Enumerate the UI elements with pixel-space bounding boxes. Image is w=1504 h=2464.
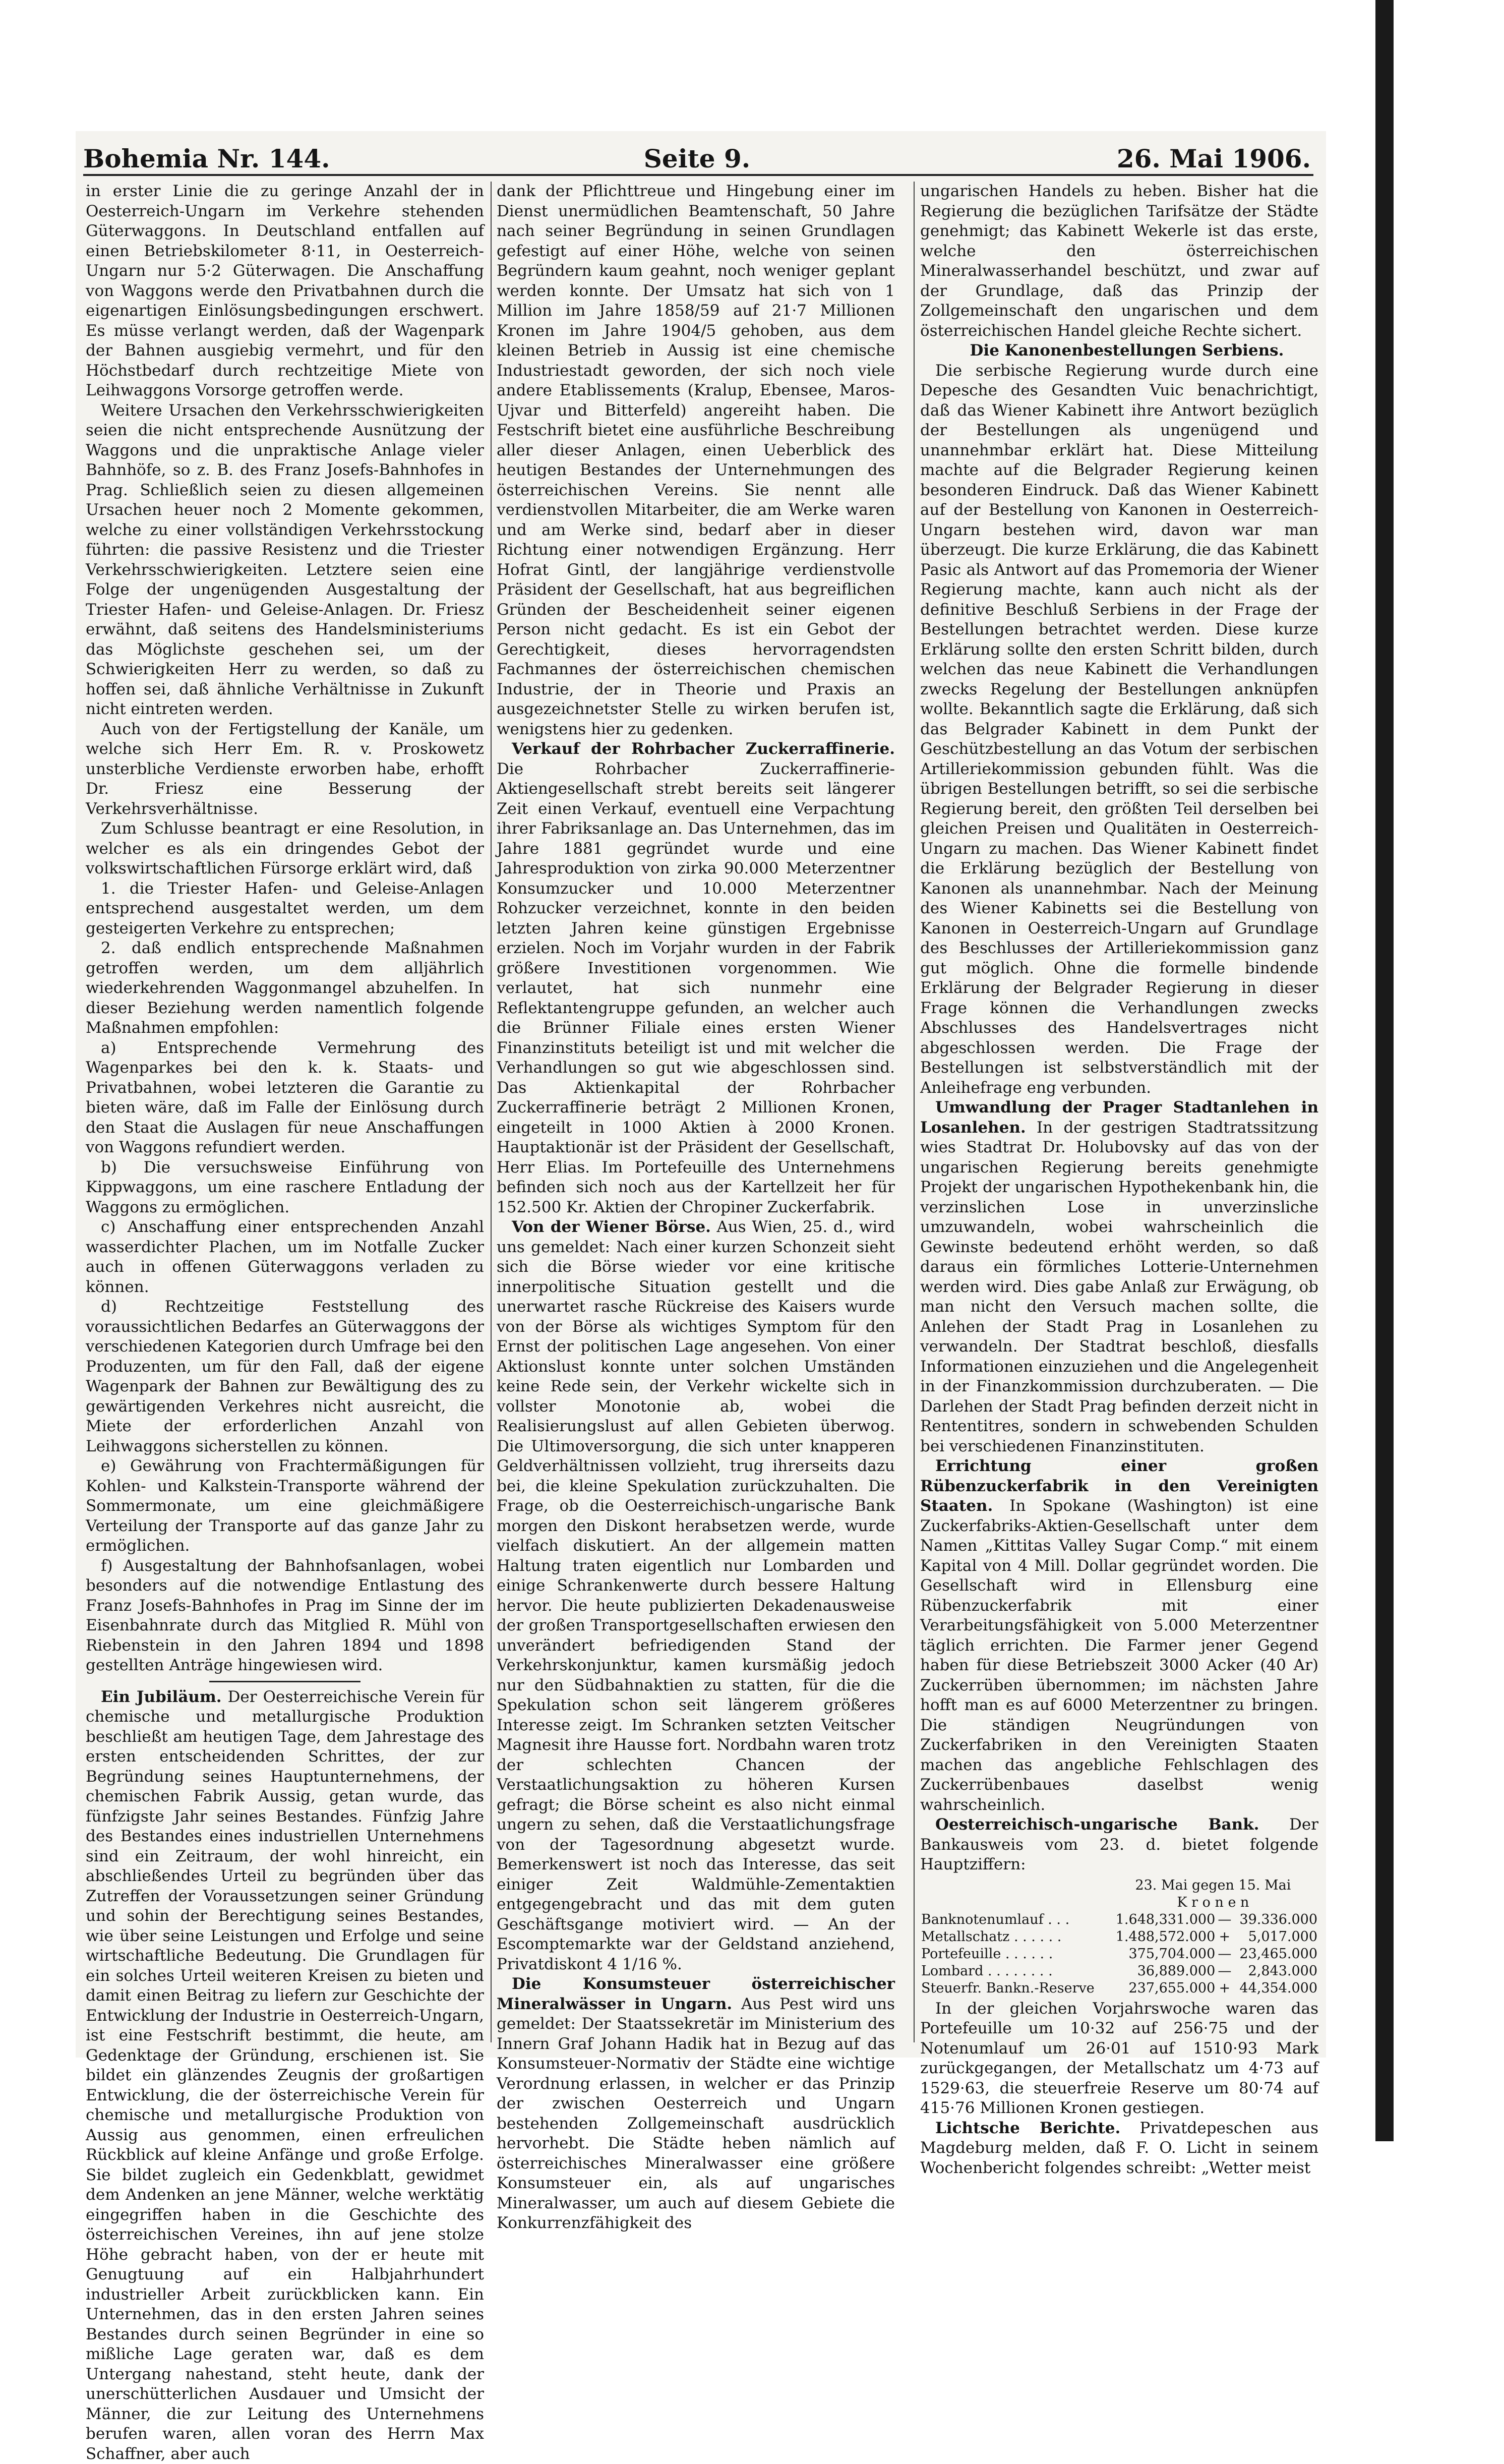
- header-left: Bohemia Nr. 144.: [83, 144, 330, 173]
- article-heading: Von der Wiener Börse.: [512, 1218, 711, 1236]
- paragraph: dank der Pflichttreue und Hingebung einer im Dienst unermüdlichen Beamtenschaft, 50 Jahre nach seiner Begründung in seinen Grundlagen gefestigt auf einer Höhe, welche von seinen Begründern kaum geahnt, noch weniger geplant werden konnte. Der Umsatz hat sich von 1 Million im Jahre 1858/59 auf 21·7 Millionen Kronen im Jahre 1904/5 gehoben, aus dem kleinen Betrieb in Aussig ist eine chemische Industriestadt geworden, der sich noch viele andere Etablissements (Kralup, Ebensee, Maros-Ujvar und Bitterfeld) angereiht haben. Die Festschrift bietet eine ausführliche Beschreibung aller dieser Anlagen, einen Ueberblick des heutigen Bestandes der Unternehmungen des österreichischen Vereins. Sie nennt alle verdienstvollen Mitarbeiter, die am Werke waren und am Werke sind, bedarf aber in dieser Richtung einer notwendigen Ergänzung. Herr Hofrat Gintl, der langjährige verdienstvolle Präsident der Gesellschaft, hat aus begreiflichen Gründen der Bescheidenheit seiner eigenen Person nicht gedacht. Es ist ein Gebot der Gerechtigkeit, dieses hervorragendsten Fachmannes der österreichischen chemischen Industrie, der in Theorie und Praxis an ausgezeichnetster Stelle zu wirken berufen ist, wenigstens hier zu gedenken.: [497, 182, 895, 739]
- article-heading: Ein Jubiläum.: [101, 1688, 222, 1706]
- bank-row: [920, 1928, 1318, 1946]
- column-2: [497, 182, 895, 2042]
- article-heading: Umwandlung der Prager Stadtanlehen in Losanlehen.: [920, 1098, 1318, 1137]
- paragraph: f) Ausgestaltung der Bahnhofsanlagen, wobei besonders auf die notwendige Entlastung des Franz Josefs-Bahnhofes in Prag im Sinne der im Eisenbahnrate durch das Mitglied R. Mühl von Riebenstein in den Jahren 1894 und 1898 gestellten Anträge hingewiesen wird.: [86, 1556, 484, 1676]
- paragraph: Zum Schlusse beantragt er eine Resolution, in welcher es als ein dringendes Gebot der volkswirtschaftlichen Fürsorge erklärt wird, daß: [86, 819, 484, 879]
- bank-row-diff: 2,843.000: [1233, 1963, 1318, 1980]
- bank-row-diff: 39.336.000: [1233, 1911, 1318, 1928]
- bank-row-sign: —: [1216, 1963, 1233, 1980]
- article-body: Die Rohrbacher Zuckerraffinerie-Aktiengesellschaft strebt bereits seit längerer Zeit einen Verkauf, eventuell eine Verpachtung ihrer Fabriksanlage an. Das Unternehmen, das im Jahre 1881 gegründet wurde und eine Jahresproduktion von zirka 90.000 Meterzentner Konsumzucker und 10.000 Meterzentner Rohzucker verzeichnet, konnte in den beiden letzten Jahren keine günstigen Ergebnisse erzielen. Noch im Vorjahr wurden in der Fabrik größere Investitionen vorgenommen. Wie verlautet, hat sich nunmehr eine Reflektantengruppe gefunden, an welcher auch die Brünner Filiale eines ersten Wiener Finanzinstituts beteiligt ist und mit welcher die Verhandlungen so gut wie abgeschlossen sind. Das Aktienkapital der Rohrbacher Zuckerraffinerie beträgt 2 Millionen Kronen, eingeteilt in 1000 Aktien à 2000 Kronen. Hauptaktionär ist der Präsident der Gesellschaft, Herr Elias. Im Portefeuille des Unternehmens befinden sich noch aus der Kartellzeit her für 152.500 Kr. Aktien der Chropiner Zuckerfabrik.: [497, 760, 895, 1216]
- bank-row-sign: —: [1216, 1911, 1233, 1928]
- bank-row-diff: 23,465.000: [1233, 1946, 1318, 1963]
- header-date: 26. Mai 1906.: [1117, 144, 1311, 173]
- article-licht: [920, 2119, 1318, 2179]
- paragraph: In der gleichen Vorjahrswoche waren das Portefeuille um 10·32 auf 256·75 und der Notenumlauf um 26·01 auf 1510·93 Mark zurückgegangen, der Metallschatz um 4·73 auf 1529·63, die steuerfreie Reserve um 80·74 auf 415·76 Millionen Kronen gestiegen.: [920, 1999, 1318, 2119]
- page-header: [78, 139, 1316, 179]
- paragraph: b) Die versuchsweise Einführung von Kippwaggons, um eine raschere Entladung der Waggons zu ermöglichen.: [86, 1158, 484, 1218]
- article-konsumsteuer: [497, 1974, 895, 2234]
- bank-row-label: Banknotenumlauf . . .: [920, 1911, 1108, 1928]
- article-body: Die serbische Regierung wurde durch eine Depesche des Gesandten Vuic benachrichtigt, daß das Wiener Kabinett ihre Antwort bezüglich der Bestellungen als ungenügend und unannehmbar erklärt hat. Diese Mitteilung machte auf die Belgrader Regierung keinen besonderen Eindruck. Daß das Wiener Kabinett auf der Bestellung von Kanonen in Oesterreich-Ungarn bestehen wird, davon war man überzeugt. Die kurze Erklärung, die das Kabinett Pasic als Antwort auf das Promemoria der Wiener Regierung machte, kann auch nicht als der definitive Beschluß Serbiens in der Frage der Bestellungen betrachtet werden. Diese kurze Erklärung sollte den ersten Schritt bilden, durch welchen das neue Kabinett die Verhandlungen zwecks Regelung der Bestellungen anknüpfen wollte. Bekanntlich sagte die Erklärung, daß sich das Belgrader Kabinett in dem Punkt der Geschützbestellung an das Votum der serbischen Artilleriekommission gebunden fühlt. Was die übrigen Bestellungen betrifft, so sei die serbische Regierung bereit, den größten Teil derselben bei gleichen Preisen und Qualitäten in Oesterreich-Ungarn zu machen. Das Wiener Kabinett findet die Erklärung bezüglich der Bestellung von Kanonen als unannehmbar. Nach der Meinung des Wiener Kabinetts sei die Bestellung von Kanonen in Oesterreich-Ungarn auf Grundlage des Beschlusses der Artilleriekommission ganz gut möglich. Ohne die formelle bindende Erklärung der Belgrader Regierung in dieser Frage können die Verhandlungen zwecks Abschlusses des Handelsvertrages nicht abgeschlossen werden. Die Frage der Bestellungen ist selbstverständlich mit der Anleihefrage eng verbunden.: [920, 361, 1318, 1098]
- bank-row-value: 1.648,331.000: [1108, 1911, 1216, 1928]
- column-divider-1: [491, 182, 492, 2042]
- bank-row-sign: +: [1216, 1980, 1233, 1997]
- paragraph: Weitere Ursachen den Verkehrsschwierigkeiten seien die nicht entsprechende Ausnützung der Waggons und die unpraktische Anlage vieler Bahnhöfe, so z. B. des Franz Josefs-Bahnhofes in Prag. Schließlich seien zu diesen allgemeinen Ursachen heuer noch 2 Momente gekommen, welche zu einer vollständigen Verkehrsstockung führten: die passive Resistenz und die Triester Verkehrsschwierigkeiten. Letztere seien eine Folge der ungenügenden Ausgestaltung der Triester Hafen- und Geleise-Anlagen. Dr. Friesz erwähnt, daß seitens des Handelsministeriums das Möglichste geschehen sei, um der Schwierigkeiten Herr zu werden, so daß zu hoffen sei, daß ähnliche Verhältnisse in Zukunft nicht eintreten werden.: [86, 401, 484, 720]
- article-heading: Errichtung einer großen Rübenzuckerfabrik in den Vereinigten Staaten.: [920, 1457, 1318, 1515]
- article-body: Der Bankausweis vom 23. d. bietet folgende Hauptziffern:: [920, 1815, 1318, 1873]
- bank-row-label: Portefeuille . . . . . .: [920, 1946, 1108, 1963]
- article-bank: [920, 1815, 1318, 1875]
- page-edge-shadow: [1375, 0, 1394, 2141]
- article-prag: [920, 1098, 1318, 1456]
- bank-row-sign: +: [1216, 1928, 1233, 1946]
- bank-row-diff: 5,017.000: [1233, 1928, 1318, 1946]
- section-separator: [209, 1681, 360, 1682]
- column-1: [86, 182, 484, 2042]
- header-rule: [83, 174, 1313, 176]
- article-body: Aus Pest wird uns gemeldet: Der Staatssekretär im Ministerium des Innern Graf Johann Hadik hat in Bezug auf das Konsumsteuer-Normativ der Städte eine wichtige Verordnung erlassen, in welcher er das Prinzip der zwischen Oesterreich und Ungarn bestehenden Zollgemeinschaft ausdrücklich hervorhebt. Die Städte heben nämlich auf österreichisches Mineralwasser eine größere Konsumsteuer ein, als auf ungarisches Mineralwasser, um auch auf diesem Gebiete die Konkurrenzfähigkeit des: [497, 1995, 895, 2233]
- article-rueben: [920, 1456, 1318, 1815]
- paragraph: in erster Linie die zu geringe Anzahl der in Oesterreich-Ungarn im Verkehre stehenden Güterwaggons. In Deutschland entfallen auf einen Betriebskilometer 8·11, in Oesterreich-Ungarn nur 5·2 Güterwagen. Die Anschaffung von Waggons werde den Privatbahnen durch die eigenartigen Einlösungsbedingungen erschwert. Es müsse verlangt werden, daß der Wagenpark der Bahnen ausgiebig vermehrt, und für den Höchstbedarf durch rechtzeitige Miete von Leihwaggons Vorsorge getroffen werde.: [86, 182, 484, 401]
- bank-row-value: 1.488,572.000: [1108, 1928, 1216, 1946]
- article-body: Privatdepeschen aus Magdeburg melden, daß F. O. Licht in seinem Wochenbericht folgendes schreibt: „Wetter meist: [920, 2119, 1318, 2177]
- bank-row: [920, 1963, 1318, 1980]
- paragraph: 1. die Triester Hafen- und Geleise-Anlagen entsprechend ausgestaltet werden, um dem gesteigerten Verkehre zu entsprechen;: [86, 879, 484, 939]
- bank-row-diff: 44,354.000: [1233, 1980, 1318, 1997]
- article-rohrbach: [497, 739, 895, 1217]
- paragraph: d) Rechtzeitige Feststellung des voraussichtlichen Bedarfes an Güterwaggons der verschiedenen Kategorien durch Umfrage bei den Produzenten, um für den Fall, daß der eigene Wagenpark der Bahnen zur Bewältigung des zu gewärtigenden Verkehres nicht ausreicht, die Miete der erforderlichen Anzahl von Leihwaggons sicherstellen zu können.: [86, 1297, 484, 1456]
- paragraph: e) Gewährung von Frachtermäßigungen für Kohlen- und Kalkstein-Transporte während der Sommermonate, um eine gleichmäßigere Verteilung der Transporte auf das ganze Jahr zu ermöglichen.: [86, 1456, 484, 1556]
- bank-row: [920, 1946, 1318, 1963]
- bank-unit-label: K r o n e n: [1108, 1894, 1318, 1911]
- bank-table: [920, 1877, 1318, 1997]
- paragraph: ungarischen Handels zu heben. Bisher hat die Regierung die bezüglichen Tarifsätze der Städte genehmigt; das Kabinett Wekerle ist das erste, welche den österreichischen Mineralwasserhandel beschützt, und zwar auf der Grundlage, daß das Prinzip der Zollgemeinschaft den ungarischen und dem österreichischen Handel gleiche Rechte sichert.: [920, 182, 1318, 341]
- bank-row: [920, 1911, 1318, 1928]
- bank-row-sign: —: [1216, 1946, 1233, 1963]
- bank-row-value: 36,889.000: [1108, 1963, 1216, 1980]
- article-heading: Verkauf der Rohrbacher Zuckerraffinerie.: [512, 740, 895, 758]
- article-heading: Die Konsumsteuer österreichischer Mineralwässer in Ungarn.: [497, 1975, 895, 2013]
- article-heading: Lichtsche Berichte.: [935, 2119, 1120, 2137]
- bank-row-value: 237,655.000: [1108, 1980, 1216, 1997]
- article-heading: Die Kanonenbestellungen Serbiens.: [920, 341, 1318, 361]
- paragraph: c) Anschaffung einer entsprechenden Anzahl wasserdichter Plachen, um im Notfalle Zucker auch in offenen Güterwaggons verladen zu können.: [86, 1217, 484, 1297]
- column-3: [920, 182, 1318, 2042]
- paragraph: a) Entsprechende Vermehrung des Wagenparkes bei den k. k. Staats- und Privatbahnen, wobei letzteren die Garantie zu bieten wäre, daß im Falle der Einlösung durch den Staat die Auslagen für neue Anschaffungen von Waggons refundiert werden.: [86, 1038, 484, 1158]
- bank-row: [920, 1980, 1318, 1997]
- bank-column-header: 23. Mai gegen 15. Mai: [1108, 1877, 1318, 1894]
- paragraph: 2. daß endlich entsprechende Maßnahmen getroffen werden, um dem alljährlich wiederkehrenden Waggonmangel abzuhelfen. In dieser Beziehung werden namentlich folgende Maßnahmen empfohlen:: [86, 938, 484, 1038]
- bank-row-value: 375,704.000: [1108, 1946, 1216, 1963]
- bank-row-label: Lombard . . . . . . . .: [920, 1963, 1108, 1980]
- bank-row-label: Steuerfr. Bankn.-Reserve: [920, 1980, 1108, 1997]
- paragraph: Auch von der Fertigstellung der Kanäle, um welche sich Herr Em. R. v. Proskowetz unsterbliche Verdienste erworben habe, erhofft Dr. Friesz eine Besserung der Verkehrsverhältnisse.: [86, 720, 484, 819]
- article-body: In der gestrigen Stadtratssitzung wies Stadtrat Dr. Holubovsky auf das von der ungarischen Regierung bereits genehmigte Projekt der ungarischen Hypothekenbank hin, die verzinslichen Lose in unverzinsliche umzuwandeln, wobei wahrscheinlich die Gewinste bedeutend erhöht werden, so daß daraus ein förmliches Lotterie-Unternehmen werden wird. Dies gabe Anlaß zur Erwägung, ob man nicht den Versuch machen sollte, die Anlehen der Stadt Prag in Losanlehen zu verwandeln. Der Stadtrat beschloß, diesfalls Informationen einzuziehen und die Angelegenheit in der Finanzkommission durchzuberaten. — Die Darlehen der Stadt Prag befinden derzeit nicht in Rententitres, sondern in schwebenden Schulden bei verschiedenen Finanzinstituten.: [920, 1119, 1318, 1455]
- column-divider-2: [914, 182, 915, 2042]
- bank-row-label: Metallschatz . . . . . .: [920, 1928, 1108, 1946]
- article-body: Der Oesterreichische Verein für chemische und metallurgische Produktion beschließt am heutigen Tage, dem Jahrestage des ersten entscheidenden Schrittes, der zur Begründung seines Hauptunternehmens, der chemischen Fabrik Aussig, getan wurde, das fünfzigste Jahr seines Bestandes. Fünfzig Jahre des Bestandes eines industriellen Unternehmens sind ein Zeitraum, der wohl hinreicht, ein abschließendes Urteil zu begründen über das Zutreffen der Voraussetzungen seiner Gründung und sohin der Berechtigung seines Bestandes, wie über seine Leistungen und Erfolge und seine wirtschaftliche Bedeutung. Die Grundlagen für ein solches Urteil weiteren Kreisen zu bieten und damit einen Beitrag zu liefern zur Geschichte der Entwicklung der Industrie in Oesterreich-Ungarn, ist eine Festschrift bestimmt, die heute, am Gedenktage der Gründung, erschienen ist. Sie bildet ein glänzendes Zeugnis der großartigen Entwicklung, die der österreichische Verein für chemische und metallurgische Produktion von Aussig aus genommen, einen erfreulichen Rückblick auf kleine Anfänge und große Erfolge. Sie bildet zugleich ein Gedenkblatt, gewidmet dem Andenken an jene Männer, welche werktätig eingegriffen haben in die Geschichte des österreichischen Vereines, ihn auf jene stolze Höhe gebracht haben, von der er heute mit Genugtuung auf ein Halbjahrhundert industrieller Arbeit zurückblicken kann. Ein Unternehmen, das in den ersten Jahren seines Bestandes durch seinen Begründer in eine so mißliche Lage geraten war, daß es dem Untergang nahestand, steht heute, dank der unerschütterlichen Ausdauer und Umsicht der Männer, die zur Leitung des Unternehmens berufen waren, allen voran des Herrn Max Schaffner, aber auch: [86, 1688, 484, 2463]
- article-boerse: [497, 1217, 895, 1974]
- article-heading: Oesterreichisch-ungarische Bank.: [935, 1815, 1259, 1834]
- article-jubilaeum: [86, 1687, 484, 2464]
- article-body: In Spokane (Washington) ist eine Zuckerfabriks-Aktien-Gesellschaft unter dem Namen „Kittitas Valley Sugar Comp.“ mit einem Kapital von 4 Mill. Dollar gegründet worden. Die Gesellschaft wird in Ellensburg eine Rübenzuckerfabrik mit einer Verarbeitungsfähigkeit von 5.000 Meterzentner täglich errichten. Die Farmer jener Gegend haben für diese Betriebszeit 3000 Acker (40 Ar) Zuckerrüben übernommen; im nächsten Jahre hofft man es auf 6000 Meterzentner zu bringen. Die ständigen Neugründungen von Zuckerfabriken in den Vereinigten Staaten machen das angebliche Fehlschlagen des Zuckerrübenbaues daselbst wenig wahrscheinlich.: [920, 1497, 1318, 1814]
- header-page-number: Seite 9.: [644, 144, 750, 173]
- article-body: Aus Wien, 25. d., wird uns gemeldet: Nach einer kurzen Schonzeit sieht sich die Börse wieder vor eine kritische innerpolitische Situation gestellt und die unerwartet rasche Rückreise des Kaisers wurde von der Börse als wichtiges Symptom für den Ernst der politischen Lage angesehen. Von einer Aktionslust konnte unter solchen Umständen keine Rede sein, der Verkehr wickelte sich in vollster Monotonie ab, wobei die Realisierungslust auf allen Gebieten überwog. Die Ultimoversorgung, die sich unter knapperen Geldverhältnissen vollzieht, trug ihrerseits dazu bei, die kleine Spekulation zurückzuhalten. Die Frage, ob die Oesterreichisch-ungarische Bank morgen den Diskont herabsetzen werde, wurde vielfach diskutiert. An der allgemein matten Haltung traten eigentlich nur Lombarden und einige Schrankenwerte durch bessere Haltung hervor. Die heute publizierten Dekadenausweise der großen Transportgesellschaften erwiesen den unverändert befriedigenden Stand der Verkehrskonjunktur, kamen kursmäßig jedoch nur den Südbahnaktien zu statten, für die die Spekulation schon seit längerem größeres Interesse zeigt. Im Schranken setzten Veitscher Magnesit ihre Hausse fort. Nordbahn waren trotz der schlechten Chancen der Verstaatlichungsaktion zu höheren Kursen gefragt; die Börse scheint es also nicht einmal ungern zu sehen, daß die Verstaatlichungsfrage von der Tagesordnung abgesetzt wurde. Bemerkenswert ist noch das Interesse, das seit einiger Zeit Waldmühle-Zementaktien entgegengebracht und das mit dem guten Geschäftsgange motiviert wird. — An der Escomptemarkte war der Geldstand anziehend, Privatdiskont 4 1/16 %.: [497, 1218, 895, 1973]
